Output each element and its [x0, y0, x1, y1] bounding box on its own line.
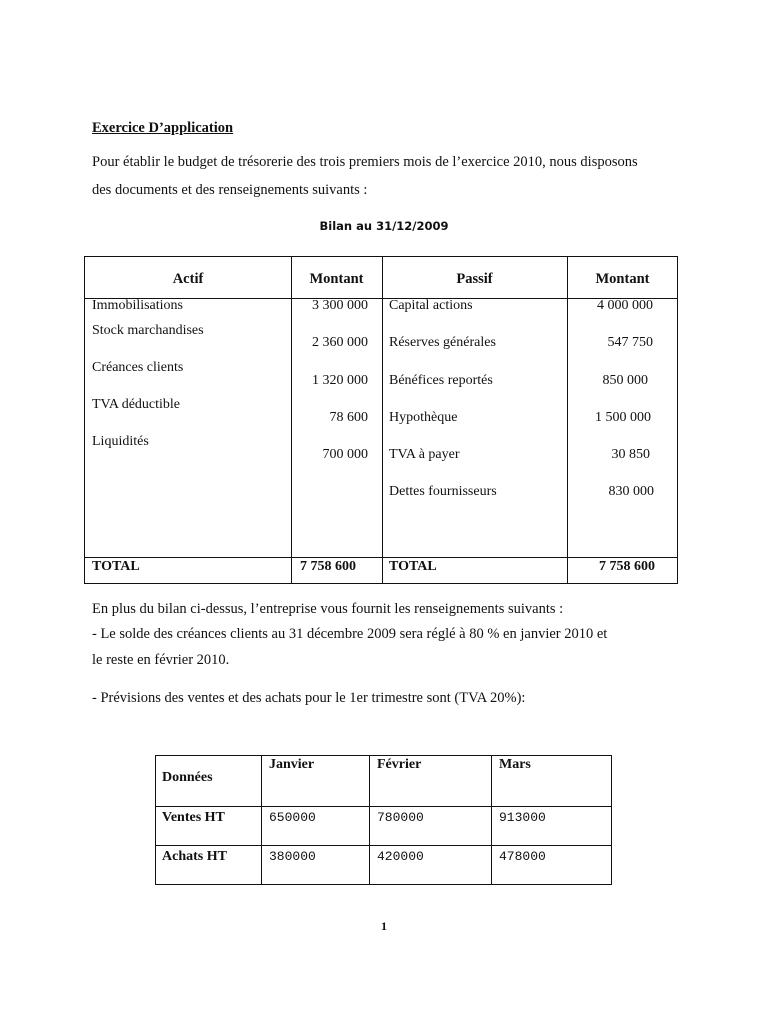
row-value: 913000: [499, 810, 546, 825]
row-value: 380000: [269, 849, 316, 864]
previsions-text: - Prévisions des ventes et des achats pour le 1er trimestre sont (TVA 20%):: [92, 690, 526, 706]
passif-label: Hypothèque: [389, 410, 458, 425]
total-passif-label: TOTAL: [389, 559, 437, 574]
actif-value: 1 320 000: [312, 373, 368, 388]
total-passif-value: 7 758 600: [599, 559, 655, 574]
header-actif: Actif: [172, 271, 204, 287]
passif-value: 547 750: [607, 335, 653, 350]
forecast-header-label: Données: [162, 770, 213, 785]
passif-label: Bénéfices reportés: [389, 373, 493, 388]
table-row: [156, 807, 612, 846]
actif-value: 2 360 000: [312, 335, 368, 350]
row-label: Ventes HT: [162, 810, 225, 825]
actif-value: 3 300 000: [312, 298, 368, 313]
month-header: Mars: [499, 757, 531, 772]
row-value: 780000: [377, 810, 424, 825]
row-label: Achats HT: [162, 849, 227, 864]
forecast-table: [155, 755, 612, 885]
header-passif: Passif: [456, 271, 493, 287]
intro-line-2: des documents et des renseignements suivants :: [92, 182, 368, 198]
month-header: Janvier: [269, 757, 315, 772]
row-value: 478000: [499, 849, 546, 864]
passif-label: TVA à payer: [389, 447, 460, 462]
info-intro: En plus du bilan ci-dessus, l’entreprise vous fournit les renseignements suivants :: [92, 601, 564, 617]
actif-value: 78 600: [329, 410, 368, 425]
intro-line-1: Pour établir le budget de trésorerie des trois premiers mois de l’exercice 2010, nous disposons: [92, 154, 638, 170]
month-header: Février: [377, 757, 422, 772]
passif-label: Réserves générales: [389, 335, 496, 350]
passif-value: 1 500 000: [595, 410, 651, 425]
passif-label: Dettes fournisseurs: [389, 484, 497, 499]
actif-label: Créances clients: [92, 360, 184, 375]
passif-value: 850 000: [602, 373, 648, 388]
header-montant-passif: Montant: [595, 271, 650, 287]
total-actif-label: TOTAL: [92, 559, 140, 574]
passif-label: Capital actions: [389, 298, 473, 313]
row-value: 420000: [377, 849, 424, 864]
page-number: 1: [381, 919, 387, 933]
row-value: 650000: [269, 810, 316, 825]
forecast-header-row: [156, 756, 612, 807]
bilan-title: Bilan au 31/12/2009: [319, 219, 449, 233]
exercise-title: Exercice D’application: [92, 120, 234, 136]
actif-value: 700 000: [322, 447, 368, 462]
header-montant-actif: Montant: [309, 271, 364, 287]
actif-label: Immobilisations: [92, 298, 183, 313]
table-row: [156, 846, 612, 885]
info-creances-line-2: le reste en février 2010.: [92, 652, 230, 668]
actif-label: Liquidités: [92, 434, 149, 449]
info-creances-line-1: - Le solde des créances clients au 31 décembre 2009 sera réglé à 80 % en janvier 2010 et: [92, 626, 608, 642]
actif-label: Stock marchandises: [92, 323, 204, 338]
actif-label: TVA déductible: [92, 397, 181, 412]
total-actif-value: 7 758 600: [300, 559, 356, 574]
passif-value: 830 000: [608, 484, 654, 499]
passif-value: 30 850: [611, 447, 650, 462]
bilan-table: [84, 256, 678, 584]
passif-value: 4 000 000: [597, 298, 653, 313]
